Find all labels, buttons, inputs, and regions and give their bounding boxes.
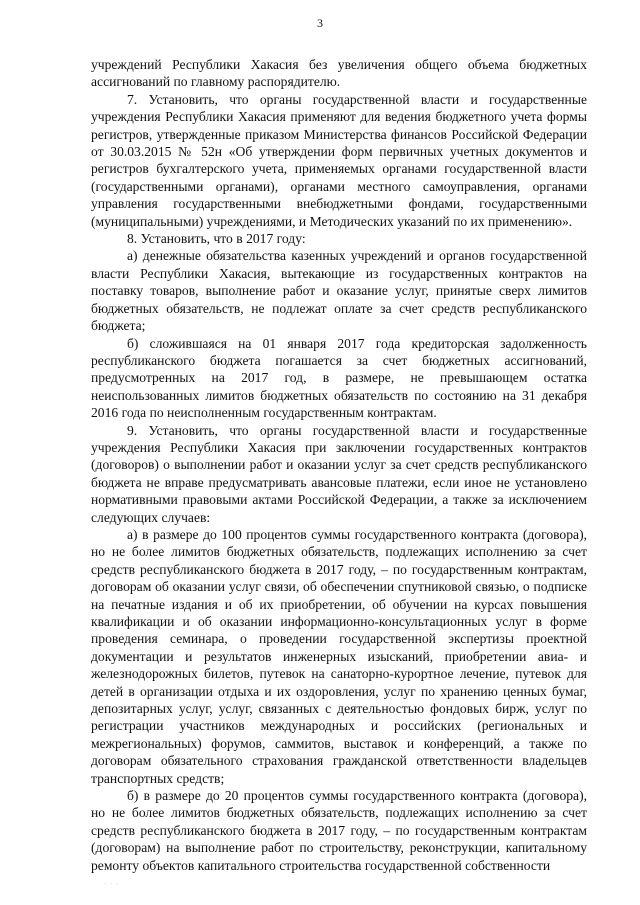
paragraph-item-8: 8. Установить, что в 2017 году:	[127, 231, 306, 247]
document-body	[91, 56, 587, 874]
paragraph-item-7: 7. Установить, что органы государственной власти и государственные учреждения Республики Хакасия применяют для ведения бюджетного учета формы регистров, утвержденные приказом Министерства финансов Российской Федерации от 30.03.2015 № 52н «Об утверждении форм первичных учетных документов и регистров бухгалтерского учета, применяемых органами государственной власти (государственными органами), органами местного самоуправления, органами управления государственными внебюджетными фондами, государственными (муниципальными) учреждениями, и Методических указаний по их применению».	[91, 91, 587, 229]
paragraph-continuation: учреждений Республики Хакасия без увеличения общего объема бюджетных ассигнований по главному распорядителю.	[91, 57, 587, 90]
scan-artifact-mark: · · ·	[104, 880, 120, 888]
paragraph-item-9: 9. Установить, что органы государственной власти и государственные учреждения Республики Хакасия при заключении государственных контрактов (договоров) о выполнении работ и оказании услуг за счет средств республиканского бюджета не вправе предусматривать авансовые платежи, если иное не установлено нормативными правовыми актами Российской Федерации, а также за исключением следующих случаев:	[91, 422, 587, 525]
paragraph-item-8b: б) сложившаяся на 01 января 2017 года кредиторская задолженность республиканского бюджета погашается за счет бюджетных ассигнований, предусмотренных на 2017 год, в размере, не превышающем остатка неиспользованных лимитов бюджетных обязательств по состоянию на 31 декабря 2016 года по неисполненным государственным контрактам.	[91, 335, 587, 421]
page-number: 3	[317, 16, 323, 30]
paragraph-item-9b: б) в размере до 20 процентов суммы государственного контракта (договора), но не более лимитов бюджетных обязательств, подлежащих исполнению за счет средств республиканского бюджета в 2017 году, – по государственным контрактам (договорам) на выполнение работ по строительству, реконструкции, капитальному ремонту объектов капитального строительства государственной собственности	[91, 788, 587, 873]
paragraph-item-9a: а) в размере до 100 процентов суммы государственного контракта (договора), но не более лимитов бюджетных обязательств, подлежащих исполнению за счет средств республиканского бюджета в 2017 году, – по государственным контрактам, договорам об оказании услуг связи, об обеспечении спутниковой связью, о подписке на печатные издания и об их приобретении, об обучении на курсах повышения квалификации и об оказании информационно-консультационных услуг в форме проведения семинара, о проведении государственной экспертизы проектной документации и результатов инженерных изысканий, приобретении авиа- и железнодорожных билетов, путевок на санаторно-курортное лечение, путевок для детей в организации отдыха и их оздоровления, услуг по хранению ценных бумаг, депозитарных услуг, услуг, связанных с деятельностью фондовых бирж, услуг по регистрации участников международных и российских (региональных и межрегиональных) форумов, саммитов, выставок и конференций, а также по договорам обязательного страхования гражданской ответственности владельцев транспортных средств;	[91, 526, 587, 786]
paragraph-item-8a: а) денежные обязательства казенных учреждений и органов государственной власти Республики Хакасия, вытекающие из государственных контрактов на поставку товаров, выполнение работ и оказание услуг, принятые сверх лимитов бюджетных обязательств, не подлежат оплате за счет средств республиканского бюджета;	[91, 248, 587, 334]
